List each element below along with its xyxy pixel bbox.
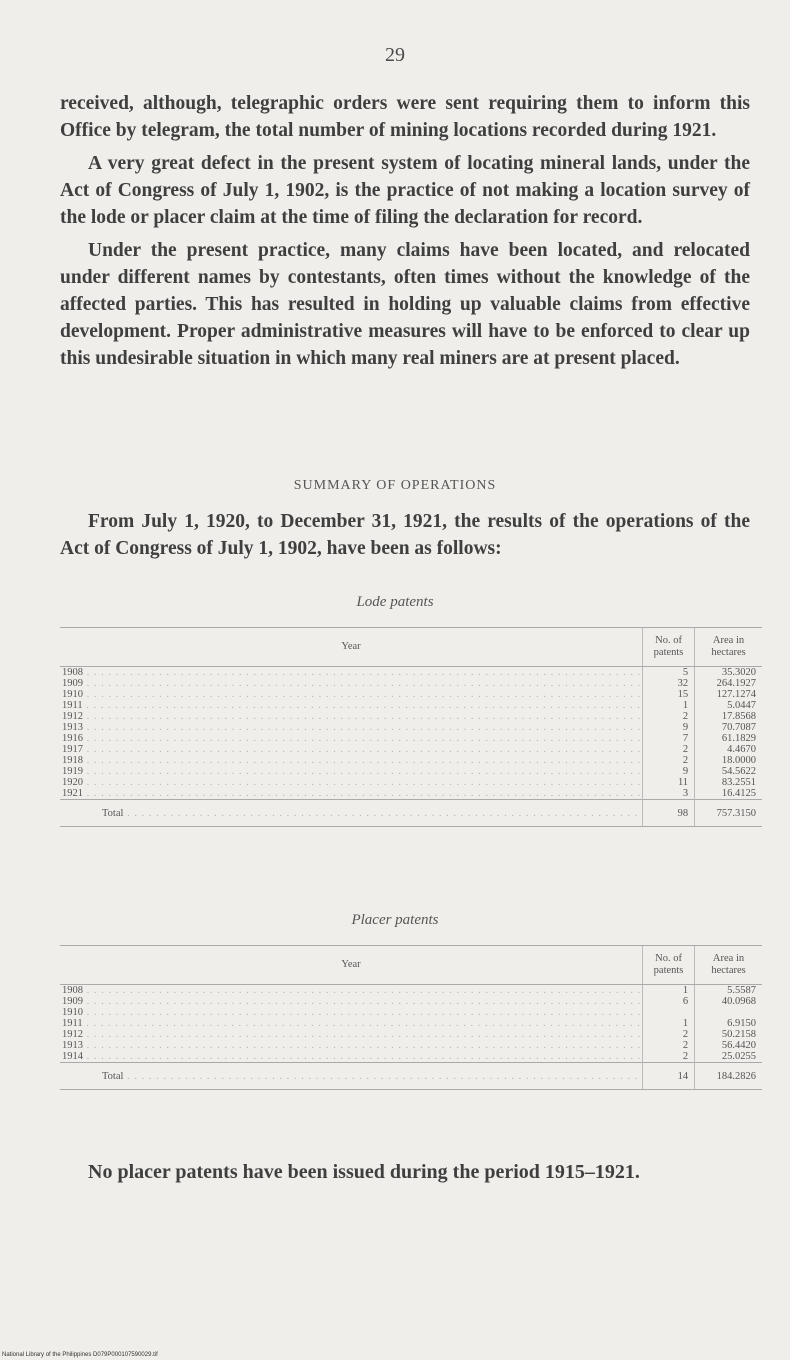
lode-area-header-line1: Area in [712,635,745,646]
lode-num-cell: 2 [643,744,695,755]
placer-area-cell: 50.2158 [695,1029,762,1040]
placer-area-header-line2: hectares [711,965,746,976]
intro-text [60,508,750,568]
lode-year-cell: 1916 . . . [60,733,643,744]
lode-rows [60,667,762,800]
placer-num-cell: 6 [643,996,695,1007]
placer-total-area: 184.2826 [695,1063,762,1090]
placer-num-header [643,946,695,985]
placer-year-cell: 1914 . . . [60,1051,643,1063]
section-heading: SUMMARY OF OPERATIONS [293,478,497,493]
lode-year-cell: 1908 . . . [60,667,643,679]
lode-year-cell: 1910 . . . [60,689,643,700]
lode-area-cell: 54.5622 [695,766,762,777]
placer-row [60,985,762,997]
placer-row [60,1007,762,1018]
lode-year-cell: 1920 . . . [60,777,643,788]
lode-year-cell: 1913 . . . [60,722,643,733]
lode-num-cell: 5 [643,667,695,679]
lode-year-cell: 1919 . . . [60,766,643,777]
lode-area-cell: 127.1274 [695,689,762,700]
lode-header-row [60,628,762,667]
lode-num-cell: 9 [643,766,695,777]
placer-header-row [60,946,762,985]
lode-row [60,733,762,744]
lode-area-cell: 17.8568 [695,711,762,722]
lode-total-row [60,800,762,827]
lode-area-cell: 5.0447 [695,700,762,711]
lode-num-cell: 15 [643,689,695,700]
placer-area-cell [695,1007,762,1018]
lode-row [60,744,762,755]
placer-rows [60,985,762,1063]
placer-year-cell: 1909 . . . [60,996,643,1007]
lode-area-cell: 83.2551 [695,777,762,788]
paragraph-location-defect: A very great defect in the present system of locating mineral lands, under the Act of Congress of July 1, 1902, is the practice of not making a location survey of the lode or placer claim at the time of filing the declaration for record. [60,153,750,228]
placer-year-cell: 1908 . . . [60,985,643,997]
placer-num-cell: 1 [643,1018,695,1029]
lode-row [60,667,762,679]
lode-area-header-line2: hectares [711,647,746,658]
lode-num-header [643,628,695,667]
lode-num-cell: 2 [643,755,695,766]
placer-area-header [695,946,762,985]
placer-area-header-line1: Area in [712,953,745,964]
placer-num-cell [643,1007,695,1018]
closing-text [60,1158,750,1192]
lode-total-label: Total . . . [60,800,643,827]
lode-row [60,722,762,733]
lode-num-header-line2: patents [653,647,684,658]
placer-num-cell: 2 [643,1029,695,1040]
page-number: 29 [385,44,405,66]
lode-row [60,689,762,700]
placer-num-cell: 2 [643,1040,695,1051]
lode-row [60,678,762,689]
placer-year-cell: 1910 . . . [60,1007,643,1018]
placer-year-header: Year [60,946,643,985]
paragraph-present-practice: Under the present practice, many claims have been located, and relocated under different names by contestants, often times without the knowledge of the affected parties. This has resulted in holding up valuable claims from effective development. Proper administrative measures will have to be enforced to clear up this undesirable situation in which many real miners are at present placed. [60,240,750,369]
placer-area-cell: 40.0968 [695,996,762,1007]
placer-patents-table [60,945,762,1090]
lode-year-cell: 1918 . . . [60,755,643,766]
lode-area-cell: 61.1829 [695,733,762,744]
lode-num-cell: 32 [643,678,695,689]
lode-area-cell: 35.3020 [695,667,762,679]
placer-num-header-line2: patents [653,965,684,976]
scan-credit: National Library of the Philippines D079P000107590029.tif [2,1352,158,1358]
placer-row [60,1029,762,1040]
lode-num-cell: 11 [643,777,695,788]
placer-row [60,1051,762,1063]
lode-total-num: 98 [643,800,695,827]
placer-area-cell: 5.5587 [695,985,762,997]
lode-area-cell: 4.4670 [695,744,762,755]
lode-num-cell: 2 [643,711,695,722]
placer-num-cell: 2 [643,1051,695,1063]
placer-row [60,1040,762,1051]
lode-year-cell: 1912 . . . [60,711,643,722]
placer-year-cell: 1913 . . . [60,1040,643,1051]
placer-area-cell: 56.4420 [695,1040,762,1051]
lode-row [60,711,762,722]
lode-year-cell: 1917 . . . [60,744,643,755]
lode-num-cell: 9 [643,722,695,733]
lode-num-header-line1: No. of [655,635,682,646]
lode-num-cell: 7 [643,733,695,744]
placer-total-label: Total . . . [60,1063,643,1090]
placer-num-header-line1: No. of [655,953,682,964]
placer-table-title: Placer patents [351,912,439,928]
lode-row [60,766,762,777]
lode-row [60,700,762,711]
lode-total-area: 757.3150 [695,800,762,827]
lode-table-title: Lode patents [356,594,434,610]
lode-year-cell: 1921 . . . [60,788,643,800]
placer-row [60,996,762,1007]
lode-row [60,788,762,800]
paragraph-closing: No placer patents have been issued during the period 1915–1921. [88,1161,640,1183]
lode-area-cell: 264.1927 [695,678,762,689]
placer-num-cell: 1 [643,985,695,997]
lode-year-cell: 1909 . . . [60,678,643,689]
lode-num-cell: 3 [643,788,695,800]
placer-area-cell: 6.9150 [695,1018,762,1029]
lode-row [60,777,762,788]
lode-area-cell: 70.7087 [695,722,762,733]
lode-num-cell: 1 [643,700,695,711]
placer-row [60,1018,762,1029]
lode-patents-table [60,627,762,827]
placer-year-cell: 1912 . . . [60,1029,643,1040]
paragraph-continuation: received, although, telegraphic orders were sent requiring them to inform this Office by telegram, the total number of mining locations recorded during 1921. [60,93,750,141]
placer-total-row [60,1063,762,1090]
lode-year-cell: 1911 . . . [60,700,643,711]
placer-total-num: 14 [643,1063,695,1090]
paragraph-intro: From July 1, 1920, to December 31, 1921, the results of the operations of the Act of Congress of July 1, 1902, have been as follows: [60,511,750,559]
lode-year-header: Year [60,628,643,667]
lode-area-header [695,628,762,667]
placer-area-cell: 25.0255 [695,1051,762,1063]
placer-year-cell: 1911 . . . [60,1018,643,1029]
lode-area-cell: 16.4125 [695,788,762,800]
body-text [60,90,750,378]
lode-row [60,755,762,766]
lode-area-cell: 18.0000 [695,755,762,766]
